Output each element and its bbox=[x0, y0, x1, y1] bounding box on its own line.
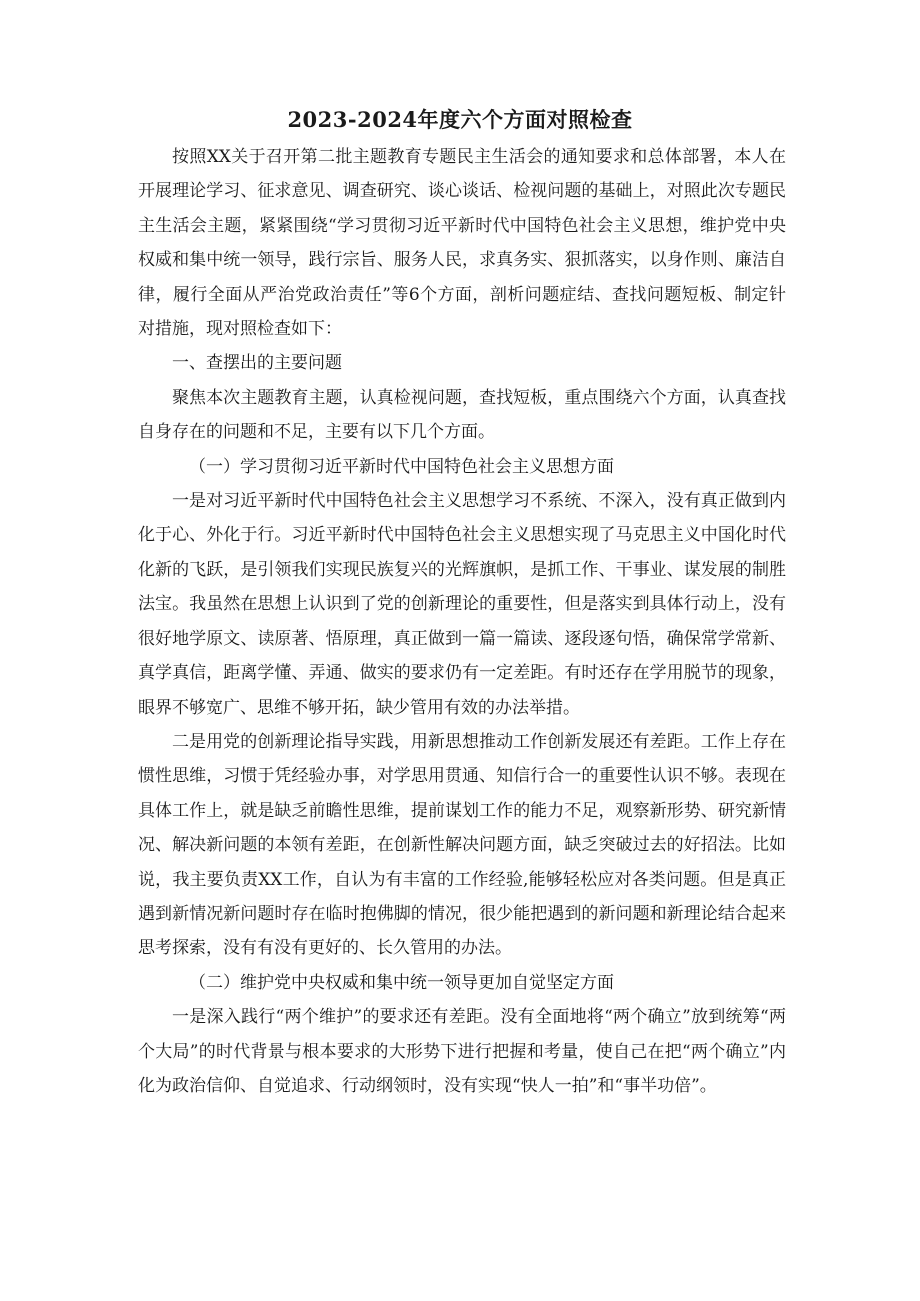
document-body bbox=[138, 140, 786, 1103]
section-heading-problems: 一、查摆出的主要问题 bbox=[172, 353, 342, 374]
subsection-2-paragraph-1: 一是深入践行“两个维护”的要求还有差距。没有全面地将“两个确立”放到统筹“两个大局”的时代背景与根本要求的大形势下进行把握和考量，使自己在把“两个确立”内化为政治信仰、自觉追求、行动纲领时，没有实现“快人一拍”和“事半功倍”。 bbox=[138, 1007, 786, 1096]
subsection-1-paragraph-1: 一是对习近平新时代中国特色社会主义思想学习不系统、不深入，没有真正做到内化于心、外化于行。习近平新时代中国特色社会主义思想实现了马克思主义中国化时代化新的飞跃，是引领我们实现民族复兴的光辉旗帜，是抓工作、干事业、谋发展的制胜法宝。我虽然在思想上认识到了党的创新理论的重要性，但是落实到具体行动上，没有很好地学原文、读原著、悟原理，真正做到一篇一篇读、逐段逐句悟，确保常学常新、真学真信，距离学懂、弄通、做实的要求仍有一定差距。有时还存在学用脱节的现象，眼界不够宽广、思维不够开拓，缺少管用有效的办法举措。 bbox=[138, 491, 786, 718]
intro-paragraph: 按照XX关于召开第二批主题教育专题民主生活会的通知要求和总体部署，本人在开展理论学习、征求意见、调查研究、谈心谈话、检视问题的基础上，对照此次专题民主生活会主题，紧紧围绕“学习贯彻习近平新时代中国特色社会主义思想，维护党中央权威和集中统一领导，践行宗旨、服务人民，求真务实、狠抓落实，以身作则、廉洁自律，履行全面从严治党政治责任”等6个方面，剖析问题症结、查找问题短板、制定针对措施，现对照检查如下： bbox=[138, 147, 786, 340]
subsection-heading-2: （二）维护党中央权威和集中统一领导更加自觉坚定方面 bbox=[189, 972, 614, 993]
section-intro-paragraph: 聚焦本次主题教育主题，认真检视问题，查找短板，重点围绕六个方面，认真查找自身存在的问题和不足，主要有以下几个方面。 bbox=[138, 387, 786, 443]
subsection-1-paragraph-2: 二是用党的创新理论指导实践，用新思想推动工作创新发展还有差距。工作上存在惯性思维，习惯于凭经验办事，对学思用贯通、知信行合一的重要性认识不够。表现在具体工作上，就是缺乏前瞻性思维，提前谋划工作的能力不足，观察新形势、研究新情况、解决新问题的本领有差距，在创新性解决问题方面，缺乏突破过去的好招法。比如说，我主要负责XX工作，自认为有丰富的工作经验,能够轻松应对各类问题。但是真正遇到新情况新问题时存在临时抱佛脚的情况，很少能把遇到的新问题和新理论结合起来思考探索，没有有没有更好的、长久管用的办法。 bbox=[138, 731, 786, 959]
subsection-heading-1: （一）学习贯彻习近平新时代中国特色社会主义思想方面 bbox=[189, 456, 614, 477]
document-title: 2023-2024年度六个方面对照检查 bbox=[287, 107, 633, 132]
